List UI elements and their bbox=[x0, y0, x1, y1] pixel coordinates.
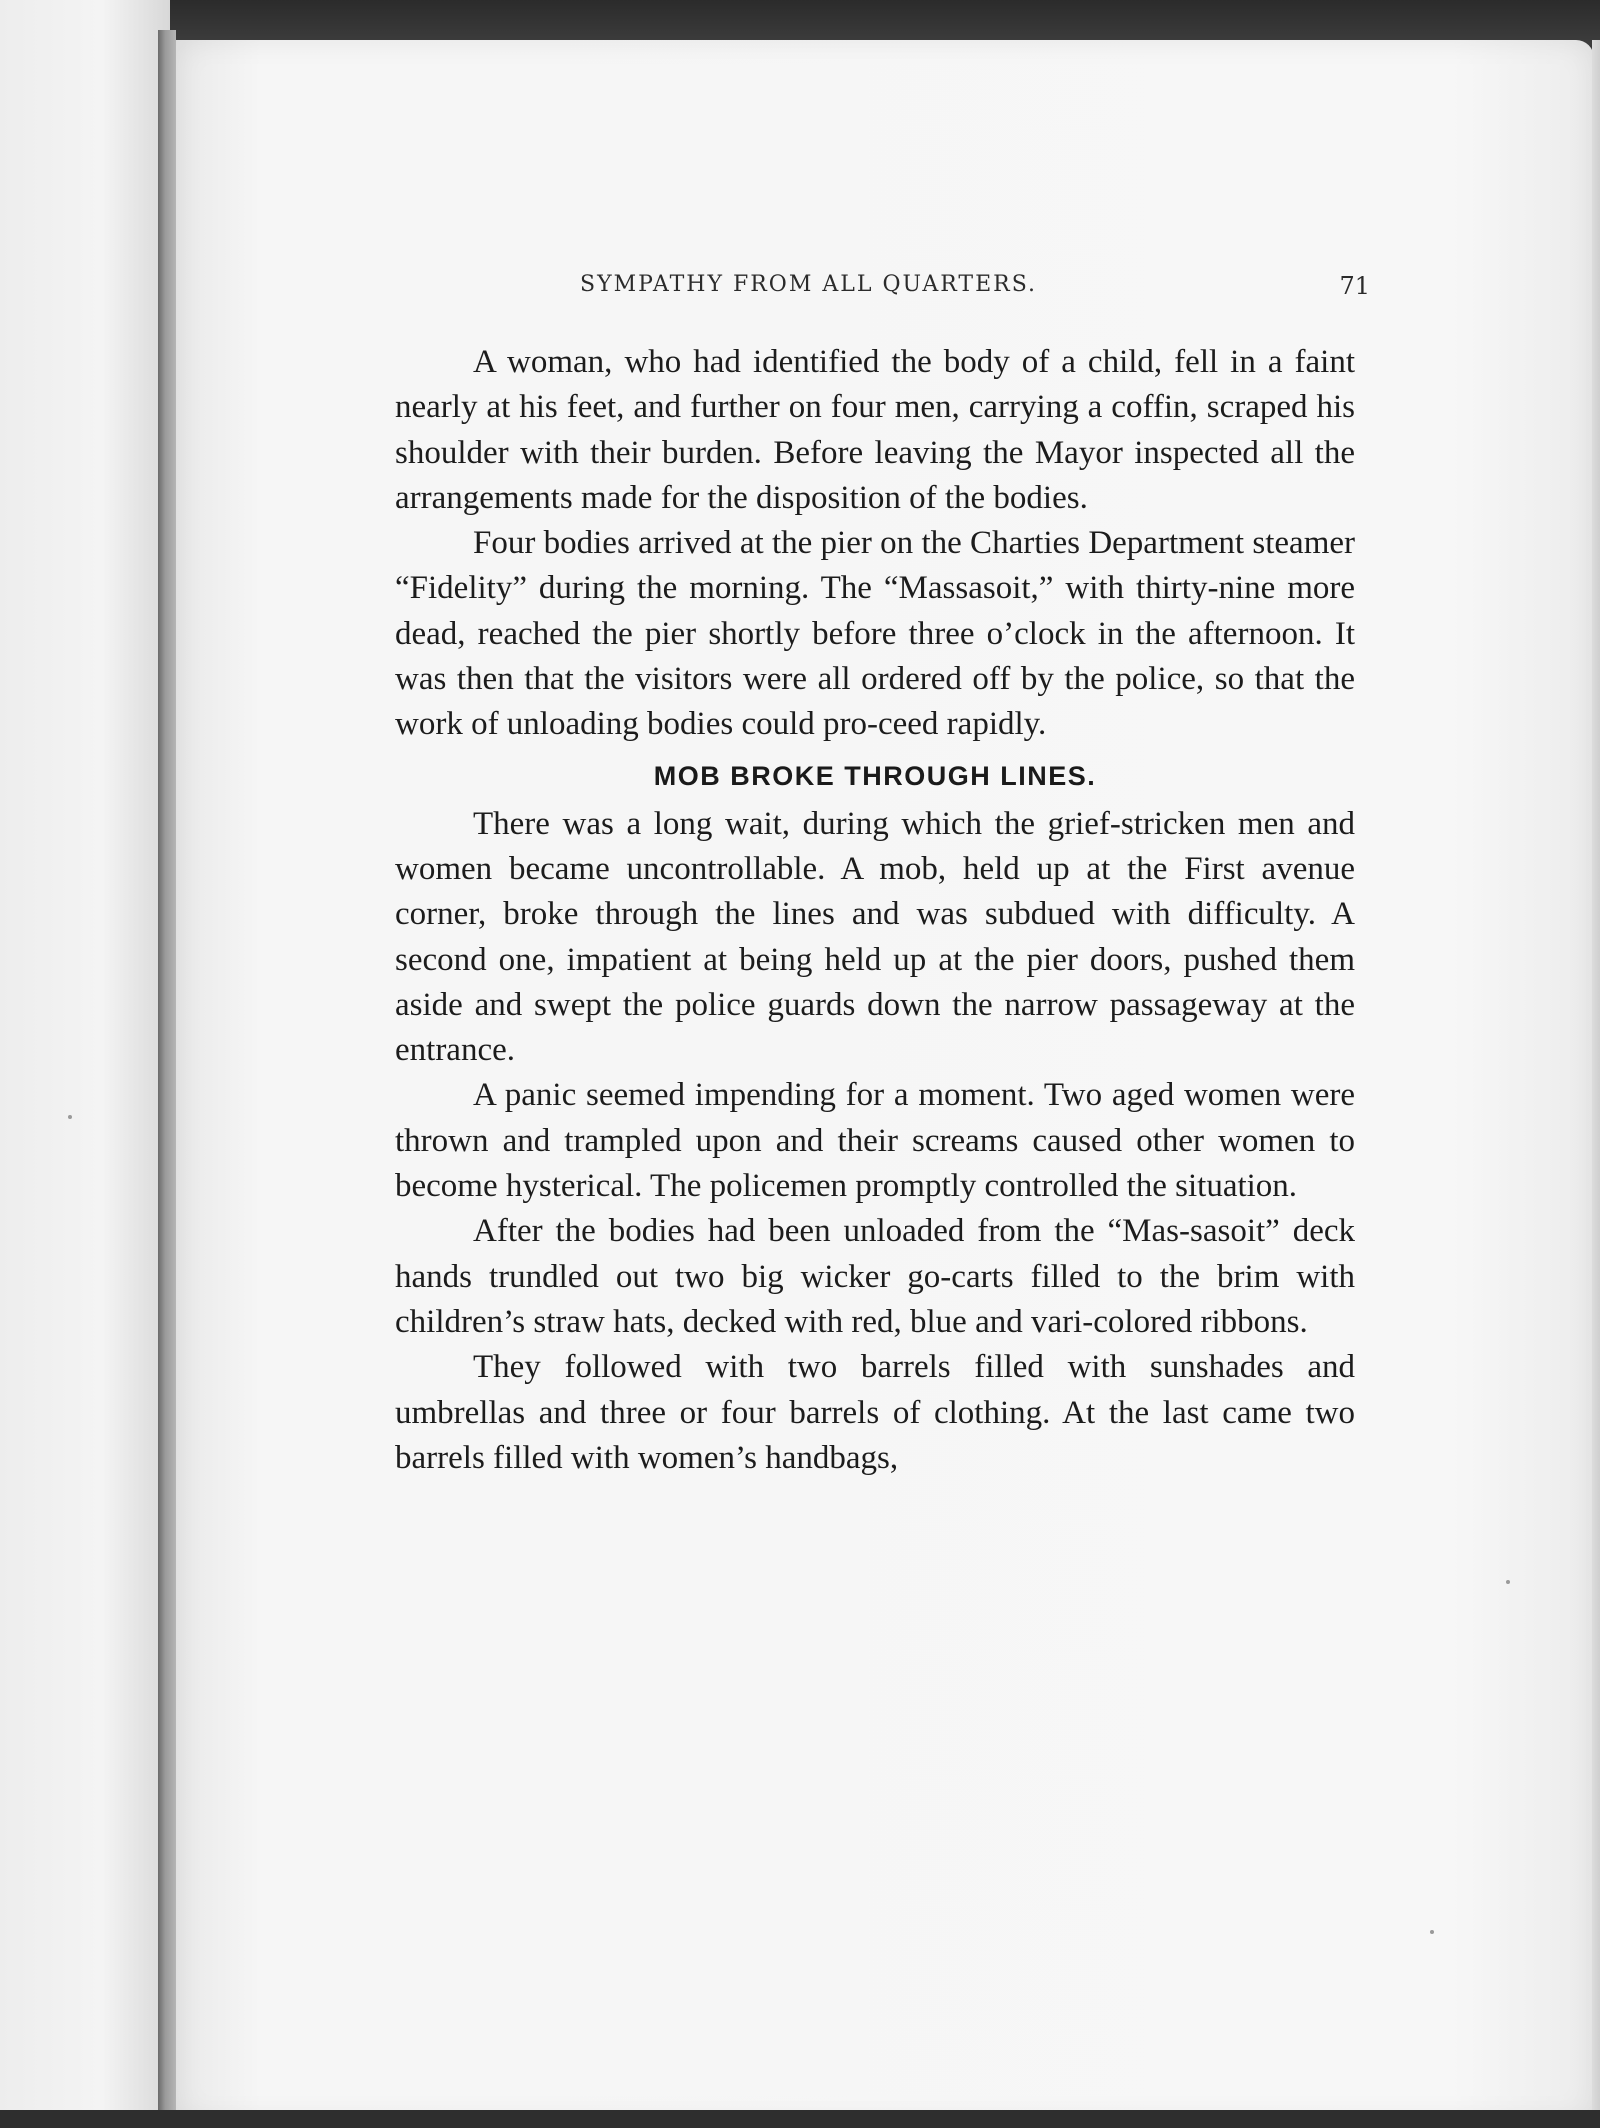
paper-speck bbox=[1430, 1930, 1434, 1934]
body-text bbox=[395, 340, 1355, 1481]
scanner-top-edge bbox=[0, 0, 1600, 45]
paragraph: They followed with two barrels filled with sunshades and umbrellas and three or four barrels of clothing. At the last came two barrels filled with women’s handbags, bbox=[395, 1349, 1355, 1476]
paragraph: There was a long wait, during which the grief-stricken men and women became uncontrollable. A mob, held up at the First avenue corner, broke through the lines and was subdued with difficulty. A second one, impatient at being held up at the pier doors, pushed them aside and swept the police guards down the narrow passageway at the entrance. bbox=[395, 805, 1355, 1069]
scanner-bottom-edge bbox=[0, 2110, 1600, 2128]
page-right-edge bbox=[1592, 40, 1600, 2120]
paper-speck bbox=[1506, 1580, 1510, 1584]
paragraph: After the bodies had been unloaded from the “Mas-sasoit” deck hands trundled out two big wicker go-carts filled to the brim with children’s straw hats, decked with red, blue and vari-colored ribbons. bbox=[395, 1213, 1355, 1340]
running-title: SYMPATHY FROM ALL QUARTERS. bbox=[580, 272, 1037, 297]
section-heading: MOB BROKE THROUGH LINES. bbox=[653, 760, 1097, 791]
paragraph: Four bodies arrived at the pier on the Charties Department steamer “Fidelity” during the morning. The “Massasoit,” with thirty-nine more dead, reached the pier shortly before three o’clock in the afternoon. It was then that the visitors were all ordered off by the police, so that the work of unloading bodies could pro-ceed rapidly. bbox=[395, 525, 1355, 743]
book-spine-shadow bbox=[158, 30, 176, 2110]
page-number: 71 bbox=[1339, 272, 1370, 300]
paragraph: A woman, who had identified the body of a child, fell in a faint nearly at his feet, and further on four men, carrying a coffin, scraped his shoulder with their burden. Before leaving the Mayor inspected all the arrangements made for the disposition of the bodies. bbox=[395, 344, 1355, 516]
facing-page-edge bbox=[0, 0, 170, 2128]
paper-speck bbox=[68, 1115, 72, 1119]
paragraph: A panic seemed impending for a moment. Two aged women were thrown and trampled upon and their screams caused other women to become hysterical. The policemen promptly controlled the situation. bbox=[395, 1077, 1355, 1205]
